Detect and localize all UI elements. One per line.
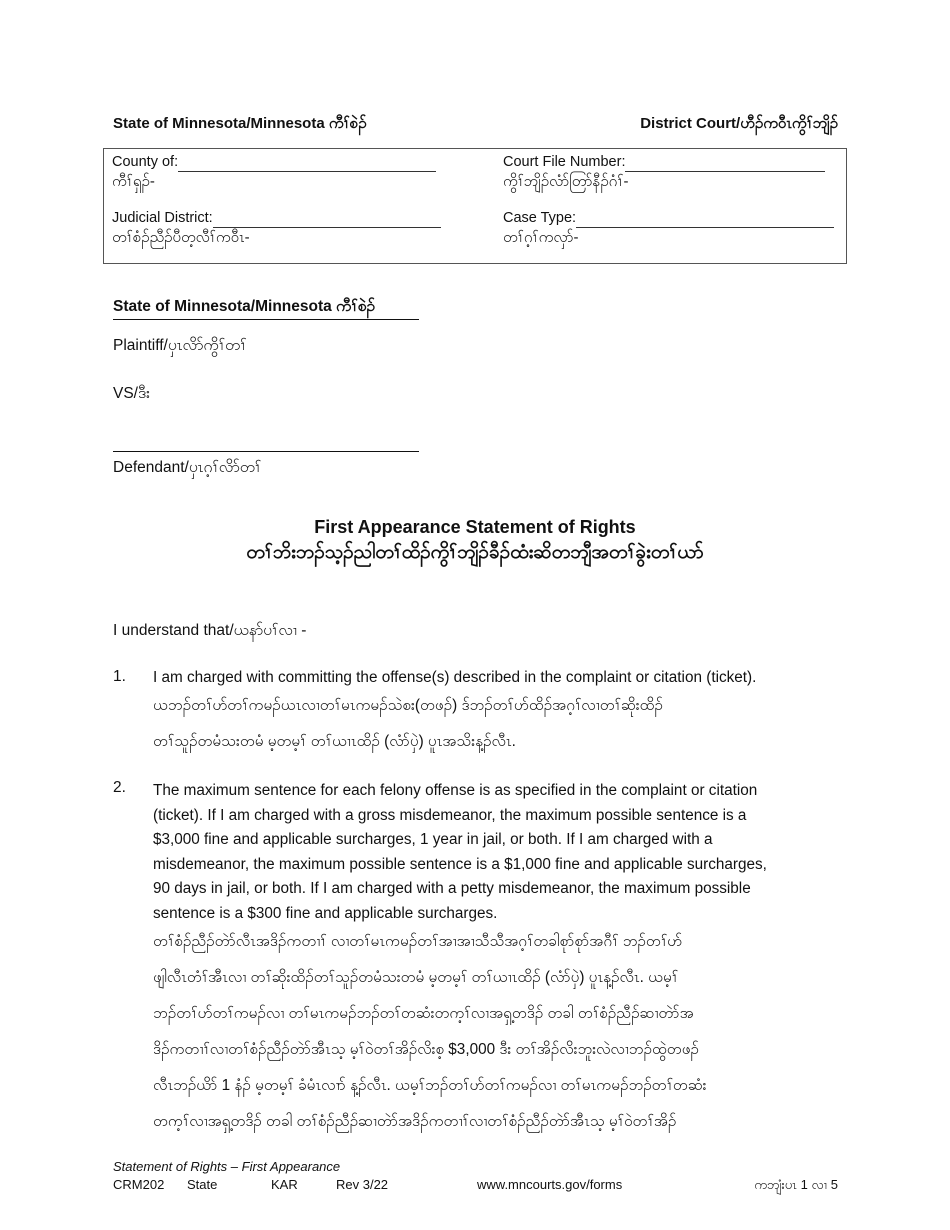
item-2-number: 2. — [113, 779, 126, 796]
item-2-karen-line: တၢ်စံၣ်ညီၣ်တဲာ်လီၤအဒိၣ်ကတၢၢ် လၢတၢ်မၤကမၣ်တၢ်အၢအၢသီသီအဂ့ၢ်တခါစုာ်စုာ်အဂီၢ် ဘၣ်တၢ်ဟ် — [153, 933, 683, 950]
item-2-karen-line: ဘၣ်တၢ်ဟ်တၢ်ကမၣ်လၢ တၢ်မၤကမၣ်ဘၣ်တၢ်တဆံးတက့ၢ်လၢအရှ့တဒိၣ် တခါ တၢ်စံၣ်ညီၣ်ဆၢတဲာ်အ — [153, 1005, 694, 1022]
court-header: District Court/ဟီၣ်ကဝီၤကွိၢ်ဘျိၣ် — [640, 115, 838, 132]
document-title-karen: တၢ်ဘိးဘၣ်သ့ၣ်ညါတၢ်ထိၣ်ကွိၢ်ဘျိၣ်ခီၣ်ထံးဆိတဘျီအတၢ်ခွဲးတၢ်ယာ် — [246, 542, 704, 563]
intro-text: I understand that/ယနာ်ပၢ်လၢ - — [113, 622, 307, 639]
county-label: County of: — [112, 154, 179, 170]
file-number-label-karen: ကွိၢ်ဘျိၣ်လံာ်တြာ်နီၣ်ဂံၢ်- — [503, 173, 629, 190]
judicial-district-field[interactable] — [112, 209, 441, 248]
item-1-karen-line: တၢ်သူၣ်တမံသးတမံ မ့တမ့ၢ် တၢ်ယၢၤထိၣ် (လံာ်ပှဲ) ပူၤအသိးန့ၣ်လီၤ. — [153, 733, 516, 750]
item-1-english-line: I am charged with committing the offense(s) described in the complaint or citation (ticket). — [153, 669, 757, 686]
case-type-field[interactable] — [503, 209, 834, 248]
item-2-english-line: $3,000 fine and applicable surcharges, 1 year in jail, or both. If I am charged with a — [153, 831, 713, 848]
case-type-input[interactable] — [576, 213, 834, 228]
footer-page-number: ကဘျံးပၤ 1 လၢ 5 — [754, 1177, 838, 1192]
footer-url-link[interactable]: www.mncourts.gov/forms — [477, 1177, 623, 1192]
footer-jurisdiction: State — [187, 1177, 218, 1192]
item-2-karen-line: တက့ၢ်လၢအရှ့တဒိၣ် တခါ တၢ်စံၣ်ညီၣ်ဆၢတဲာ်အဒိၣ်ကတၢၢ်လၢတၢ်စံၣ်ညီၣ်တဲာ်အီၤသ့ မ့ၢ်ဝဲတၢ်အိၣ် — [153, 1113, 677, 1130]
footer-form-title: Statement of Rights – First Appearance — [113, 1159, 341, 1174]
document-title: First Appearance Statement of Rights — [314, 517, 636, 537]
item-2-english-line: sentence is a $300 fine and applicable surcharges. — [153, 904, 498, 922]
item-2-english-line: 90 days in jail, or both. If I am charged with a petty misdemeanor, the maximum possible — [153, 880, 751, 897]
case-info-box — [103, 148, 847, 264]
footer-revision: Rev 3/22 — [336, 1177, 389, 1192]
item-2-english-line: (ticket). If I am charged with a gross misdemeanor, the maximum possible sentence is a — [153, 806, 747, 824]
item-2-english — [153, 779, 767, 926]
footer-form-code: CRM202 — [113, 1177, 165, 1192]
item-1-english — [153, 668, 756, 688]
item-1-karen-line: ယဘၣ်တၢ်ဟ်တၢ်ကမၣ်ယၤလၢတၢ်မၤကမၣ်သဲစး(တဖၣ်) ဒ်ဘၣ်တၢ်ဟ်ထိၣ်အဂ့ၢ်လၢတၢ်ဆိုးထိၣ် — [153, 697, 663, 714]
district-label: Judicial District: — [112, 210, 213, 226]
file-number-input[interactable] — [625, 157, 825, 172]
plaintiff-label: Plaintiff/ပှၤလိာ်ကွိၢ်တၢ် — [113, 337, 247, 354]
item-2-english-line: The maximum sentence for each felony offense is as specified in the complaint or citation — [153, 782, 758, 799]
county-input[interactable] — [178, 157, 436, 172]
county-label-karen: ကီၢ်ရှၣ်- — [112, 173, 155, 190]
parties-state-heading: State of Minnesota/Minnesota ကီၢ်စဲၣ် — [113, 296, 419, 320]
item-2-karen-line: လီၤဘၣ်ယိာ် 1 နံၣ် မ့တမ့ၢ် ခံမံၤလၢာ် န့ၣ်လီၤ. ယမ့ၢ်ဘၣ်တၢ်ဟ်တၢ်ကမၣ်လၢ တၢ်မၤကမၣ်ဘၣ်တၢ်တဆံး — [153, 1077, 707, 1094]
item-2-english-line: misdemeanor, the maximum possible sentence is a $1,000 fine and applicable surcharges, — [153, 855, 767, 873]
court-file-number-field[interactable] — [503, 153, 825, 192]
item-2-karen — [153, 924, 707, 1140]
item-1-number: 1. — [113, 668, 126, 685]
footer-language: KAR — [271, 1177, 298, 1192]
vs-label: VS/ဒီး — [113, 385, 151, 402]
state-header: State of Minnesota/Minnesota ကီၢ်စဲၣ် — [113, 115, 367, 132]
file-number-label: Court File Number: — [503, 154, 626, 170]
item-1-karen — [153, 688, 663, 760]
district-label-karen: တၢ်စံၣ်ညီၣ်ပီတ့လီၢ်ကဝီၤ- — [112, 229, 250, 246]
defendant-name-line[interactable] — [113, 434, 419, 452]
district-input[interactable] — [213, 213, 441, 228]
item-2-karen-line: ဖျါလီၤတံၢ်အီၤလၢ တၢ်ဆိုးထိၣ်တၢ်သူၣ်တမံသးတမံ မ့တမ့ၢ် တၢ်ယၢၤထိၣ် (လံာ်ပှဲ) ပူၤန့ၣ်လီၤ. ယမ့ၢ် — [153, 969, 679, 986]
defendant-label: Defendant/ပှၤဂ့ၢ်လိာ်တၢ် — [113, 459, 262, 476]
item-2-karen-line: ဒိၣ်ကတၢၢ်လၢတၢ်စံၣ်ညီၣ်တဲာ်အီၤသ့ မ့ၢ်ဝဲတၢ်အိၣ်လိးစ့ $3,000 ဒီး တၢ်အိၣ်လိးဘူးလဲလၢဘၣ်ထွဲတဖၣ် — [153, 1041, 699, 1058]
case-type-label-karen: တၢ်ဂ့ၢ်ကလှာ်- — [503, 229, 579, 246]
case-type-label: Case Type: — [503, 210, 577, 226]
county-field[interactable] — [112, 153, 436, 192]
